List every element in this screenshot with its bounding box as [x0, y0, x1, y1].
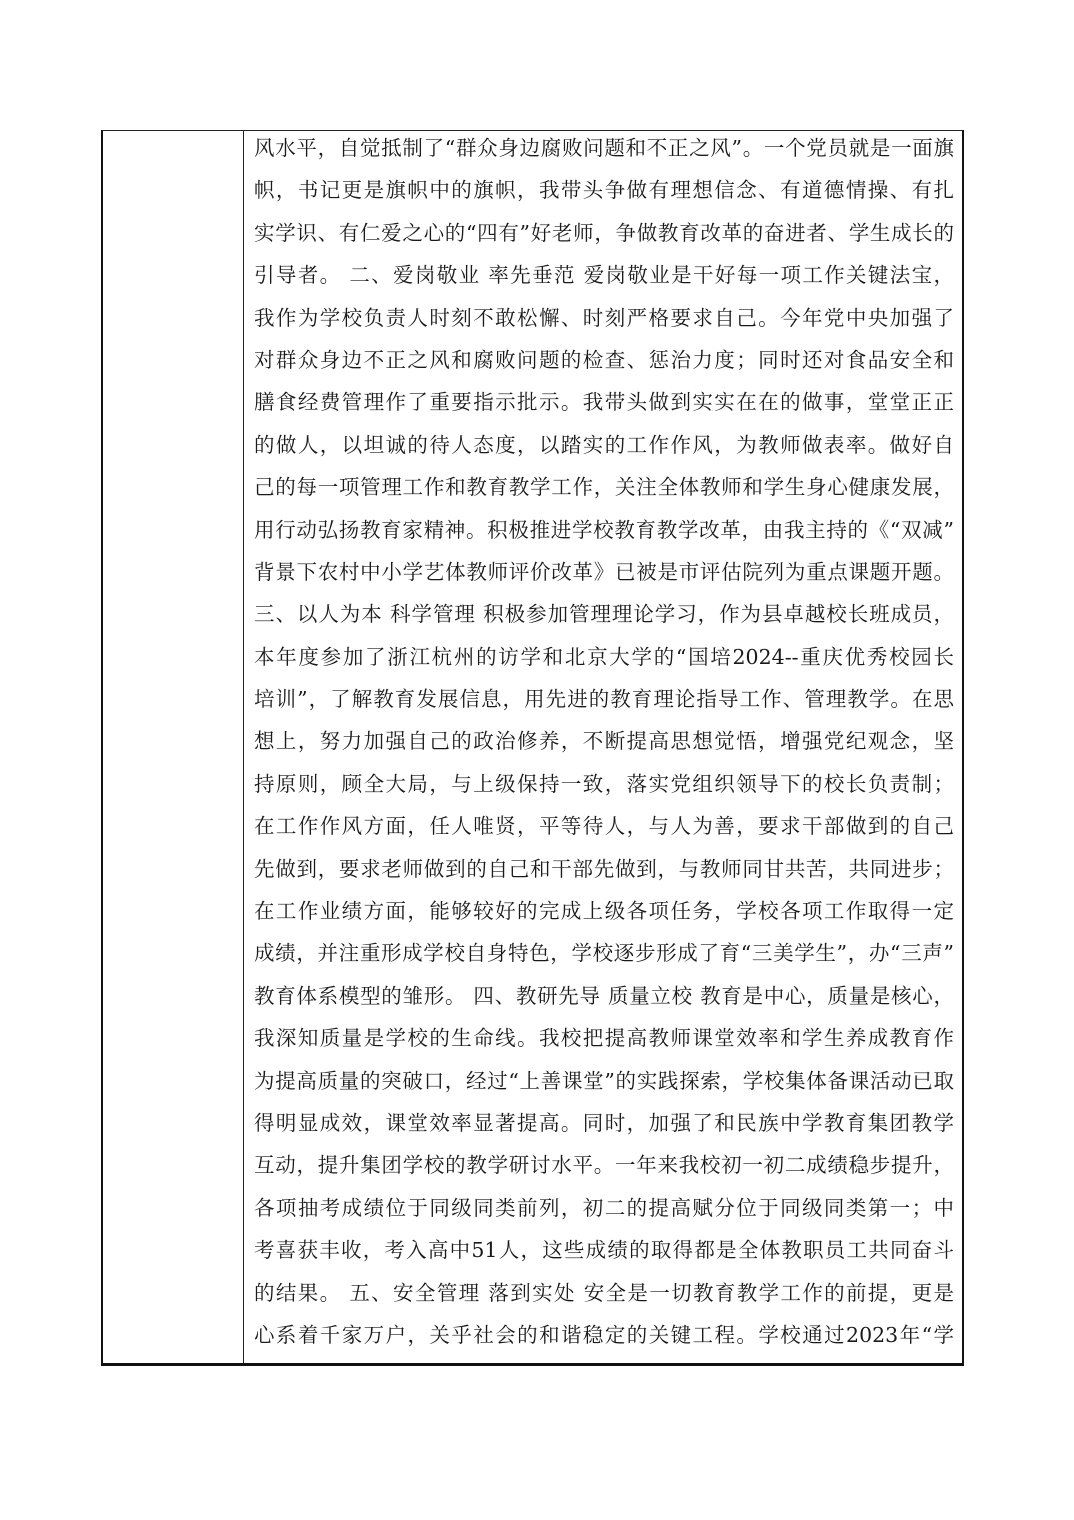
text-line: 为提高质量的突破口，经过“上善课堂”的实践探索，学校集体备课活动已取	[254, 1068, 954, 1093]
text-line: 先做到，要求老师做到的自己和干部先做到，与教师同甘共苦，共同进步；	[254, 856, 954, 881]
text-line: 培训”，了解教育发展信息，用先进的教育理论指导工作、管理教学。在思	[254, 687, 954, 712]
text-line: 互动，提升集团学校的教学研讨水平。一年来我校初一初二成绩稳步提升，	[254, 1153, 954, 1178]
text-line: 成绩，并注重形成学校自身特色，学校逐步形成了育“三美学生”，办“三声”	[254, 941, 954, 966]
text-line: 的做人，以坦诚的待人态度，以踏实的工作作风，为教师做表率。做好自	[254, 432, 954, 457]
text-line: 各项抽考成绩位于同级同类前列，初二的提高赋分位于同级同类第一；中	[254, 1195, 954, 1220]
text-line: 我作为学校负责人时刻不敢松懈、时刻严格要求自己。今年党中央加强了	[254, 305, 954, 330]
text-line: 得明显成效，课堂效率显著提高。同时，加强了和民族中学教育集团教学	[254, 1110, 954, 1135]
text-line: 实学识、有仁爱之心的“四有”好老师，争做教育改革的奋进者、学生成长的	[254, 220, 954, 245]
table-label-cell	[103, 131, 244, 1363]
text-line: 考喜获丰收，考入高中51人，这些成绩的取得都是全体教职员工共同奋斗	[254, 1238, 954, 1263]
table-content-cell	[244, 131, 962, 1363]
text-line: 背景下农村中小学艺体教师评价改革》已被是市评估院列为重点课题开题。	[254, 559, 954, 584]
text-line: 对群众身边不正之风和腐败问题的检查、惩治力度；同时还对食品安全和	[254, 347, 954, 372]
text-line: 用行动弘扬教育家精神。积极推进学校教育教学改革，由我主持的《“双减”	[254, 517, 954, 542]
text-line: 风水平，自觉抵制了“群众身边腐败问题和不正之风”。一个党员就是一面旗	[254, 136, 954, 160]
text-line: 持原则，顾全大局，与上级保持一致，落实党组织领导下的校长负责制；	[254, 771, 954, 796]
text-line: 我深知质量是学校的生命线。我校把提高教师课堂效率和学生养成教育作	[254, 1026, 954, 1051]
text-line: 三、以人为本 科学管理 积极参加管理理论学习，作为县卓越校长班成员，	[254, 602, 954, 627]
text-line: 心系着千家万户，关乎社会的和谐稳定的关键工程。学校通过2023年“学	[254, 1322, 954, 1347]
text-line: 膳食经费管理作了重要指示批示。我带头做到实实在在的做事，堂堂正正	[254, 390, 954, 415]
text-line: 在工作业绩方面，能够较好的完成上级各项任务，学校各项工作取得一定	[254, 899, 954, 924]
text-line: 在工作作风方面，任人唯贤，平等待人，与人为善，要求干部做到的自己	[254, 814, 954, 839]
text-line: 想上，努力加强自己的政治修养，不断提高思想觉悟，增强党纪观念，坚	[254, 729, 954, 754]
text-line: 引导者。 二、爱岗敬业 率先垂范 爱岗敬业是干好每一项工作关键法宝，	[254, 263, 954, 288]
text-line: 帜，书记更是旗帜中的旗帜，我带头争做有理想信念、有道德情操、有扎	[254, 178, 954, 203]
text-line: 教育体系模型的雏形。 四、教研先导 质量立校 教育是中心，质量是核心，	[254, 983, 954, 1008]
text-line: 本年度参加了浙江杭州的访学和北京大学的“国培2024--重庆优秀校园长	[254, 644, 954, 669]
text-line: 的结果。 五、安全管理 落到实处 安全是一切教育教学工作的前提，更是	[254, 1280, 954, 1305]
text-line: 己的每一项管理工作和教育教学工作，关注全体教师和学生身心健康发展，	[254, 475, 954, 500]
document-table	[101, 130, 964, 1366]
